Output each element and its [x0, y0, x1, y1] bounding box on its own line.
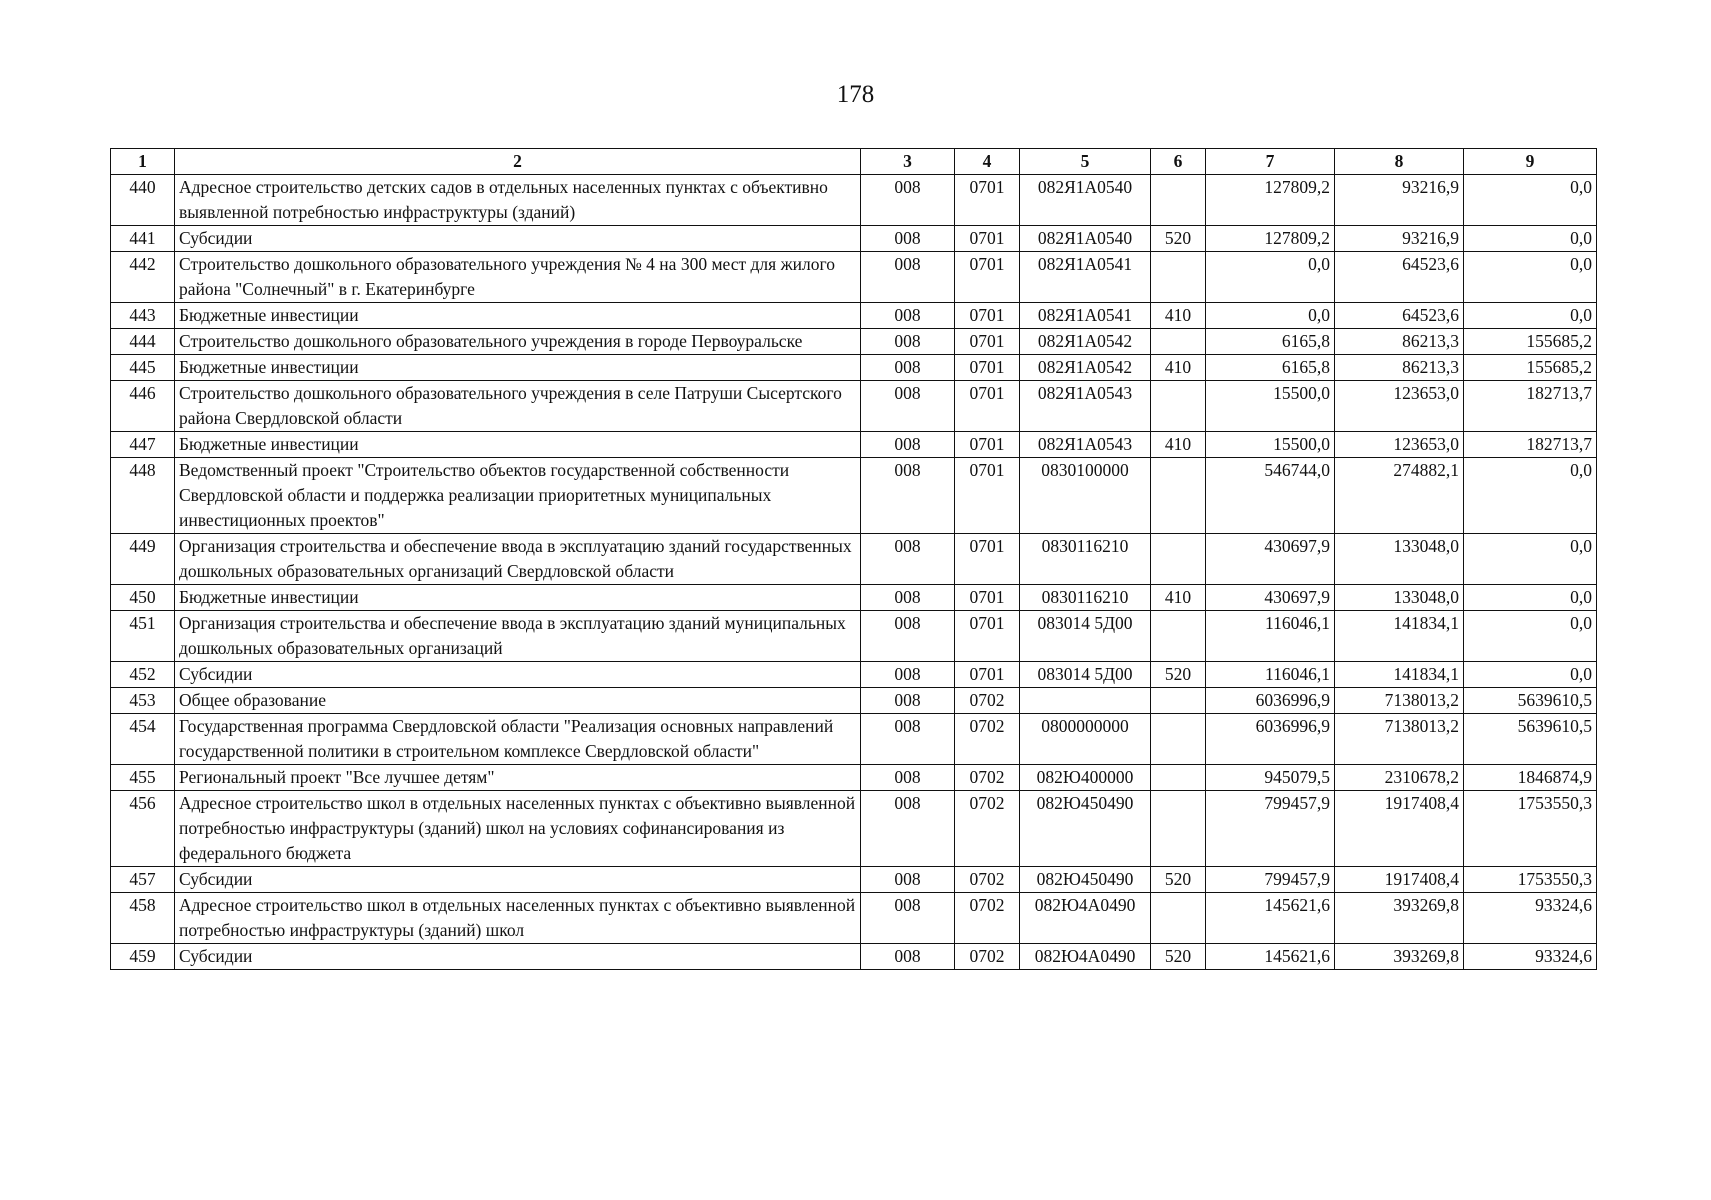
amount-col-8: 86213,3: [1335, 355, 1464, 381]
code-ministry: 008: [861, 611, 955, 662]
code-target: 083014 5Д00: [1020, 611, 1151, 662]
code-expense-type: [1151, 175, 1206, 226]
amount-col-8: 133048,0: [1335, 585, 1464, 611]
amount-col-9: 5639610,5: [1464, 714, 1597, 765]
code-ministry: 008: [861, 355, 955, 381]
amount-col-7: 145621,6: [1206, 944, 1335, 970]
code-target: 082Ю4А0490: [1020, 893, 1151, 944]
column-header: 7: [1206, 149, 1335, 175]
code-expense-type: [1151, 458, 1206, 534]
table-row: [111, 867, 1597, 893]
amount-col-8: 393269,8: [1335, 893, 1464, 944]
row-name: Адресное строительство детских садов в отдельных населенных пунктах с объективно выявленной потребностью инфраструктуры (зданий): [175, 175, 861, 226]
budget-table: [110, 148, 1597, 970]
code-section: 0702: [955, 714, 1020, 765]
code-section: 0701: [955, 611, 1020, 662]
code-expense-type: [1151, 714, 1206, 765]
amount-col-8: 7138013,2: [1335, 714, 1464, 765]
table-row: [111, 791, 1597, 867]
amount-col-7: 6165,8: [1206, 329, 1335, 355]
row-name: Организация строительства и обеспечение ввода в эксплуатацию зданий муниципальных дошкольных образовательных организаций: [175, 611, 861, 662]
amount-col-8: 141834,1: [1335, 662, 1464, 688]
amount-col-7: 127809,2: [1206, 175, 1335, 226]
code-ministry: 008: [861, 252, 955, 303]
code-expense-type: 410: [1151, 303, 1206, 329]
amount-col-8: 64523,6: [1335, 303, 1464, 329]
amount-col-7: 799457,9: [1206, 791, 1335, 867]
code-section: 0701: [955, 252, 1020, 303]
column-header: 2: [175, 149, 861, 175]
amount-col-8: 141834,1: [1335, 611, 1464, 662]
code-target: 082Я1А0540: [1020, 226, 1151, 252]
code-section: 0702: [955, 893, 1020, 944]
row-name: Адресное строительство школ в отдельных населенных пунктах с объективно выявленной потребностью инфраструктуры (зданий) школ на условиях софинансирования из федерального бюджета: [175, 791, 861, 867]
row-name: Бюджетные инвестиции: [175, 355, 861, 381]
amount-col-9: 93324,6: [1464, 944, 1597, 970]
code-ministry: 008: [861, 662, 955, 688]
code-expense-type: 520: [1151, 867, 1206, 893]
code-target: 082Я1А0541: [1020, 252, 1151, 303]
row-name: Адресное строительство школ в отдельных населенных пунктах с объективно выявленной потребностью инфраструктуры (зданий) школ: [175, 893, 861, 944]
row-name: Строительство дошкольного образовательного учреждения № 4 на 300 мест для жилого района "Солнечный" в г. Екатеринбурге: [175, 252, 861, 303]
column-header: 1: [111, 149, 175, 175]
amount-col-8: 93216,9: [1335, 175, 1464, 226]
table-row: [111, 355, 1597, 381]
row-number: 448: [111, 458, 175, 534]
code-section: 0701: [955, 355, 1020, 381]
table-row: [111, 458, 1597, 534]
code-section: 0701: [955, 329, 1020, 355]
code-ministry: 008: [861, 534, 955, 585]
page-number: 178: [836, 81, 875, 108]
row-number: 453: [111, 688, 175, 714]
code-target: 082Я1А0542: [1020, 355, 1151, 381]
code-ministry: 008: [861, 714, 955, 765]
column-header: 8: [1335, 149, 1464, 175]
table-row: [111, 662, 1597, 688]
code-target: 082Ю400000: [1020, 765, 1151, 791]
amount-col-7: 945079,5: [1206, 765, 1335, 791]
code-target: 0800000000: [1020, 714, 1151, 765]
code-target: 082Я1А0541: [1020, 303, 1151, 329]
amount-col-8: 1917408,4: [1335, 791, 1464, 867]
code-target: 082Я1А0542: [1020, 329, 1151, 355]
amount-col-7: 0,0: [1206, 252, 1335, 303]
amount-col-7: 15500,0: [1206, 381, 1335, 432]
code-expense-type: [1151, 252, 1206, 303]
amount-col-9: 0,0: [1464, 585, 1597, 611]
table-row: [111, 303, 1597, 329]
amount-col-7: 116046,1: [1206, 662, 1335, 688]
amount-col-8: 86213,3: [1335, 329, 1464, 355]
amount-col-8: 123653,0: [1335, 381, 1464, 432]
amount-col-8: 1917408,4: [1335, 867, 1464, 893]
code-target: [1020, 688, 1151, 714]
table-row: [111, 534, 1597, 585]
code-section: 0702: [955, 791, 1020, 867]
code-expense-type: [1151, 893, 1206, 944]
row-number: 450: [111, 585, 175, 611]
code-ministry: 008: [861, 226, 955, 252]
row-number: 444: [111, 329, 175, 355]
row-name: Бюджетные инвестиции: [175, 585, 861, 611]
amount-col-7: 0,0: [1206, 303, 1335, 329]
code-section: 0701: [955, 226, 1020, 252]
row-name: Ведомственный проект "Строительство объектов государственной собственности Свердловской области и поддержка реализации приоритетных муниципальных инвестиционных проектов": [175, 458, 861, 534]
table-row: [111, 329, 1597, 355]
code-ministry: 008: [861, 765, 955, 791]
column-header: 9: [1464, 149, 1597, 175]
row-number: 457: [111, 867, 175, 893]
code-section: 0701: [955, 432, 1020, 458]
row-number: 452: [111, 662, 175, 688]
table-row: [111, 893, 1597, 944]
table-row: [111, 381, 1597, 432]
row-name: Бюджетные инвестиции: [175, 432, 861, 458]
code-target: 082Я1А0543: [1020, 381, 1151, 432]
code-expense-type: 410: [1151, 355, 1206, 381]
code-expense-type: [1151, 611, 1206, 662]
code-section: 0701: [955, 534, 1020, 585]
row-number: 446: [111, 381, 175, 432]
amount-col-8: 123653,0: [1335, 432, 1464, 458]
amount-col-8: 64523,6: [1335, 252, 1464, 303]
code-ministry: 008: [861, 458, 955, 534]
code-section: 0702: [955, 944, 1020, 970]
row-number: 458: [111, 893, 175, 944]
code-section: 0702: [955, 765, 1020, 791]
table-row: [111, 226, 1597, 252]
table-row: [111, 714, 1597, 765]
table-row: [111, 688, 1597, 714]
code-section: 0701: [955, 662, 1020, 688]
amount-col-7: 799457,9: [1206, 867, 1335, 893]
amount-col-8: 7138013,2: [1335, 688, 1464, 714]
amount-col-9: 0,0: [1464, 226, 1597, 252]
table-body: [111, 175, 1597, 970]
code-ministry: 008: [861, 329, 955, 355]
amount-col-9: 182713,7: [1464, 432, 1597, 458]
code-ministry: 008: [861, 791, 955, 867]
code-section: 0702: [955, 867, 1020, 893]
column-header: 4: [955, 149, 1020, 175]
code-section: 0702: [955, 688, 1020, 714]
code-expense-type: 520: [1151, 226, 1206, 252]
table-row: [111, 175, 1597, 226]
row-number: 456: [111, 791, 175, 867]
amount-col-7: 430697,9: [1206, 585, 1335, 611]
row-name: Субсидии: [175, 944, 861, 970]
column-header: 6: [1151, 149, 1206, 175]
column-header: 3: [861, 149, 955, 175]
code-expense-type: [1151, 329, 1206, 355]
amount-col-8: 393269,8: [1335, 944, 1464, 970]
amount-col-9: 0,0: [1464, 175, 1597, 226]
column-header: 5: [1020, 149, 1151, 175]
amount-col-9: 0,0: [1464, 662, 1597, 688]
row-number: 443: [111, 303, 175, 329]
header-row: [111, 149, 1597, 175]
code-ministry: 008: [861, 303, 955, 329]
code-expense-type: [1151, 534, 1206, 585]
amount-col-7: 6036996,9: [1206, 688, 1335, 714]
code-target: 083014 5Д00: [1020, 662, 1151, 688]
amount-col-9: 1753550,3: [1464, 791, 1597, 867]
table-row: [111, 252, 1597, 303]
code-ministry: 008: [861, 381, 955, 432]
row-name: Государственная программа Свердловской области "Реализация основных направлений государственной политики в строительном комплексе Свердловской области": [175, 714, 861, 765]
code-ministry: 008: [861, 944, 955, 970]
code-ministry: 008: [861, 867, 955, 893]
row-number: 447: [111, 432, 175, 458]
amount-col-9: 0,0: [1464, 611, 1597, 662]
code-target: 0830100000: [1020, 458, 1151, 534]
row-name: Строительство дошкольного образовательного учреждения в селе Патруши Сысертского района Свердловской области: [175, 381, 861, 432]
code-expense-type: [1151, 381, 1206, 432]
amount-col-9: 1753550,3: [1464, 867, 1597, 893]
amount-col-7: 6036996,9: [1206, 714, 1335, 765]
code-section: 0701: [955, 458, 1020, 534]
code-section: 0701: [955, 381, 1020, 432]
code-ministry: 008: [861, 893, 955, 944]
table-row: [111, 585, 1597, 611]
code-expense-type: 410: [1151, 585, 1206, 611]
amount-col-7: 546744,0: [1206, 458, 1335, 534]
code-ministry: 008: [861, 432, 955, 458]
code-target: 082Ю450490: [1020, 867, 1151, 893]
amount-col-9: 0,0: [1464, 303, 1597, 329]
code-target: 082Ю450490: [1020, 791, 1151, 867]
row-number: 454: [111, 714, 175, 765]
code-target: 0830116210: [1020, 585, 1151, 611]
table-row: [111, 611, 1597, 662]
code-section: 0701: [955, 175, 1020, 226]
code-ministry: 008: [861, 585, 955, 611]
code-section: 0701: [955, 585, 1020, 611]
amount-col-8: 2310678,2: [1335, 765, 1464, 791]
amount-col-9: 0,0: [1464, 534, 1597, 585]
row-number: 459: [111, 944, 175, 970]
code-target: 082Ю4А0490: [1020, 944, 1151, 970]
table-row: [111, 944, 1597, 970]
amount-col-9: 93324,6: [1464, 893, 1597, 944]
amount-col-9: 182713,7: [1464, 381, 1597, 432]
amount-col-7: 116046,1: [1206, 611, 1335, 662]
row-number: 442: [111, 252, 175, 303]
row-number: 445: [111, 355, 175, 381]
amount-col-7: 127809,2: [1206, 226, 1335, 252]
code-expense-type: 410: [1151, 432, 1206, 458]
amount-col-7: 145621,6: [1206, 893, 1335, 944]
code-expense-type: [1151, 688, 1206, 714]
code-target: 0830116210: [1020, 534, 1151, 585]
table-row: [111, 432, 1597, 458]
row-number: 441: [111, 226, 175, 252]
table-row: [111, 765, 1597, 791]
code-target: 082Я1А0540: [1020, 175, 1151, 226]
row-number: 451: [111, 611, 175, 662]
amount-col-8: 133048,0: [1335, 534, 1464, 585]
amount-col-8: 274882,1: [1335, 458, 1464, 534]
amount-col-9: 0,0: [1464, 252, 1597, 303]
row-number: 440: [111, 175, 175, 226]
amount-col-7: 6165,8: [1206, 355, 1335, 381]
row-name: Организация строительства и обеспечение ввода в эксплуатацию зданий государственных дошкольных образовательных организаций Свердловской области: [175, 534, 861, 585]
amount-col-9: 0,0: [1464, 458, 1597, 534]
amount-col-8: 93216,9: [1335, 226, 1464, 252]
amount-col-9: 1846874,9: [1464, 765, 1597, 791]
amount-col-9: 5639610,5: [1464, 688, 1597, 714]
code-expense-type: [1151, 765, 1206, 791]
code-expense-type: [1151, 791, 1206, 867]
code-target: 082Я1А0543: [1020, 432, 1151, 458]
row-name: Субсидии: [175, 662, 861, 688]
code-ministry: 008: [861, 175, 955, 226]
row-name: Региональный проект "Все лучшее детям": [175, 765, 861, 791]
code-expense-type: 520: [1151, 944, 1206, 970]
code-section: 0701: [955, 303, 1020, 329]
row-name: Субсидии: [175, 226, 861, 252]
amount-col-7: 430697,9: [1206, 534, 1335, 585]
row-name: Строительство дошкольного образовательного учреждения в городе Первоуральске: [175, 329, 861, 355]
amount-col-7: 15500,0: [1206, 432, 1335, 458]
row-name: Общее образование: [175, 688, 861, 714]
amount-col-9: 155685,2: [1464, 355, 1597, 381]
code-expense-type: 520: [1151, 662, 1206, 688]
row-number: 455: [111, 765, 175, 791]
row-name: Субсидии: [175, 867, 861, 893]
amount-col-9: 155685,2: [1464, 329, 1597, 355]
row-name: Бюджетные инвестиции: [175, 303, 861, 329]
code-ministry: 008: [861, 688, 955, 714]
row-number: 449: [111, 534, 175, 585]
